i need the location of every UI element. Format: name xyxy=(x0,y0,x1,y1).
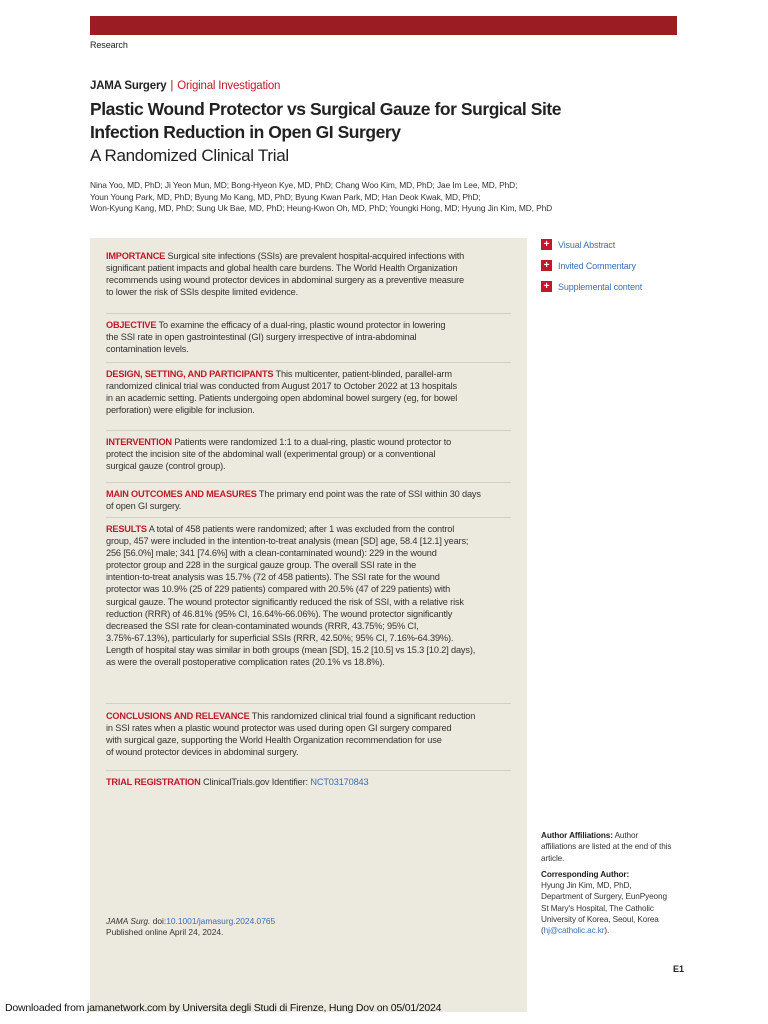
section-divider xyxy=(106,482,511,483)
plus-icon: + xyxy=(541,260,552,271)
section-heading: OBJECTIVE xyxy=(106,320,157,330)
abstract-registration: TRIAL REGISTRATION ClinicalTrials.gov Identifier: NCT03170843 xyxy=(106,777,369,787)
journal-name: JAMA Surgery xyxy=(90,80,167,92)
journal-line xyxy=(90,80,280,92)
section-heading: IMPORTANCE xyxy=(106,251,166,261)
title-line: Plastic Wound Protector vs Surgical Gauze for Surgical Site xyxy=(90,99,562,119)
section-divider xyxy=(106,313,511,314)
abstract-importance: IMPORTANCE Surgical site infections (SSIs) are prevalent hospital-acquired infections with significant patient impacts and global health care burdens. The World Health Organization recommends using wound protector devices in abdominal surgery as a preventive measure to lower the risk of SSIs despite limited evidence. xyxy=(106,251,465,298)
abstract-objective: OBJECTIVE To examine the efficacy of a dual-ring, plastic wound protector in lowering the SSI rate in open gastrointestinal (GI) surgery irrespective of intra-abdominal contamination levels. xyxy=(106,320,446,355)
section-heading: TRIAL REGISTRATION xyxy=(106,777,201,787)
section-heading: RESULTS xyxy=(106,524,147,534)
related-content-links xyxy=(541,234,642,297)
section-label: Research xyxy=(90,40,128,50)
journal-separator: | xyxy=(170,80,174,92)
plus-icon: + xyxy=(541,239,552,250)
journal-abbrev: JAMA Surg. xyxy=(106,916,151,926)
section-heading: MAIN OUTCOMES AND MEASURES xyxy=(106,489,257,499)
visual-abstract-link[interactable]: + Visual Abstract xyxy=(541,234,642,255)
section-heading: DESIGN, SETTING, AND PARTICIPANTS xyxy=(106,369,274,379)
section-heading: CONCLUSIONS AND RELEVANCE xyxy=(106,711,250,721)
download-notice: Downloaded from jamanetwork.com by Universita degli Studi di Firenze, Hung Dov on 05/01/2024 xyxy=(5,1002,442,1014)
abstract-intervention: INTERVENTION Patients were randomized 1:1 to a dual-ring, plastic wound protector to protect the incision site of the abdominal wall (experimental group) or a conventional surgical gauze (control group). xyxy=(106,437,452,472)
email-link[interactable]: hj@catholic.ac.kr xyxy=(543,926,605,936)
author-line: Youn Young Park, MD, PhD; Byung Mo Kang, MD, PhD; Byung Kwan Park, MD; Han Deok Kwak, MD, PhD; xyxy=(90,191,481,202)
invited-commentary-link[interactable]: + Invited Commentary xyxy=(541,255,642,276)
section-divider xyxy=(106,770,511,771)
section-divider xyxy=(106,430,511,431)
published-date: Published online April 24, 2024. xyxy=(106,927,224,937)
article-subtitle: A Randomized Clinical Trial xyxy=(90,146,289,165)
author-affiliations: Author Affiliations: Author affiliations are listed at the end of this article. Corresponding Author: Hyung Jin Kim, MD, PhD, Department of Surgery, EunPyeong St Mary's Hospital, The Catholic University of Korea, Seoul, Korea (hj@catholic.ac.kr). xyxy=(541,831,672,936)
supplemental-content-link[interactable]: + Supplemental content xyxy=(541,276,642,297)
author-list xyxy=(90,180,590,215)
abstract-design: DESIGN, SETTING, AND PARTICIPANTS This multicenter, patient-blinded, parallel-arm randomized clinical trial was conducted from August 2017 to October 2022 at 13 hospitals in an academic setting. Patients undergoing open abdominal bowel surgery (eg, for bowel perforation) were eligible for inclusion. xyxy=(106,369,458,416)
author-line: Won-Kyung Kang, MD, PhD; Sung Uk Bae, MD, PhD; Heung-Kwon Oh, MD, PhD; Youngki Hong, MD; Hyung Jin Kim, MD, PhD xyxy=(90,203,553,214)
citation-footnote: JAMA Surg. doi:10.1001/jamasurg.2024.0765 Published online April 24, 2024. xyxy=(106,916,276,937)
plus-icon: + xyxy=(541,281,552,292)
doi-link[interactable]: 10.1001/jamasurg.2024.0765 xyxy=(166,916,276,926)
corresponding-heading: Corresponding Author: xyxy=(541,869,630,879)
abstract-conclusions: CONCLUSIONS AND RELEVANCE This randomized clinical trial found a significant reduction in SSI rates when a plastic wound protector was used during open GI surgery compared with surgical gaze, supporting the World Health Organization recommendation for use of wound protector devices in abdominal surgery. xyxy=(106,711,476,758)
article-title xyxy=(90,98,610,144)
abstract-outcomes: MAIN OUTCOMES AND MEASURES The primary end point was the rate of SSI within 30 days of open GI surgery. xyxy=(106,489,481,512)
author-line: Nina Yoo, MD, PhD; Ji Yeon Mun, MD; Bong-Hyeon Kye, MD, PhD; Chang Woo Kim, MD, PhD; Jae Im Lee, MD, PhD; xyxy=(90,180,518,190)
title-line: Infection Reduction in Open GI Surgery xyxy=(90,122,401,142)
trial-registration-link[interactable]: NCT03170843 xyxy=(310,777,369,787)
journal-header-bar xyxy=(90,16,677,35)
abstract-results: RESULTS A total of 458 patients were randomized; after 1 was excluded from the control group, 457 were included in the intention-to-treat analysis (mean [SD] age, 58.4 [12.1] years; 256 [56.0%] male; 341 [74.6%] with a clean-contaminated wound): 229 in the wound protector group and 228 in the surgical gauze group. The overall SSI rate in the intention-to-treat analysis was 15.7% (72 of 458 patients). The SSI rate for the wound protector was 10.9% (25 of 229 patients) compared with 20.5% (47 of 229 patients) with surgical gauze. The wound protector significantly reduced the risk of SSI, with a relative risk reduction (RRR) of 46.81% (95% CI, 16.64%-66.06%). The wound protector significantly decreased the SSI rate for clean-contaminated wounds (RRR, 43.75%; 95% CI, 3.75%-67.13%), particularly for superficial SSIs (RRR, 42.50%; 95% CI, 7.16%-64.39%). Length of hospital stay was similar in both groups (mean [SD], 15.2 [10.5] vs 15.3 [10.2] days), as were the overall postoperative complication rates (20.1% vs 18.8%). xyxy=(106,524,476,668)
article-type: Original Investigation xyxy=(177,80,281,92)
section-divider xyxy=(106,362,511,363)
section-divider xyxy=(106,703,511,704)
page-number: E1 xyxy=(673,964,685,974)
section-heading: INTERVENTION xyxy=(106,437,172,447)
section-divider xyxy=(106,517,511,518)
